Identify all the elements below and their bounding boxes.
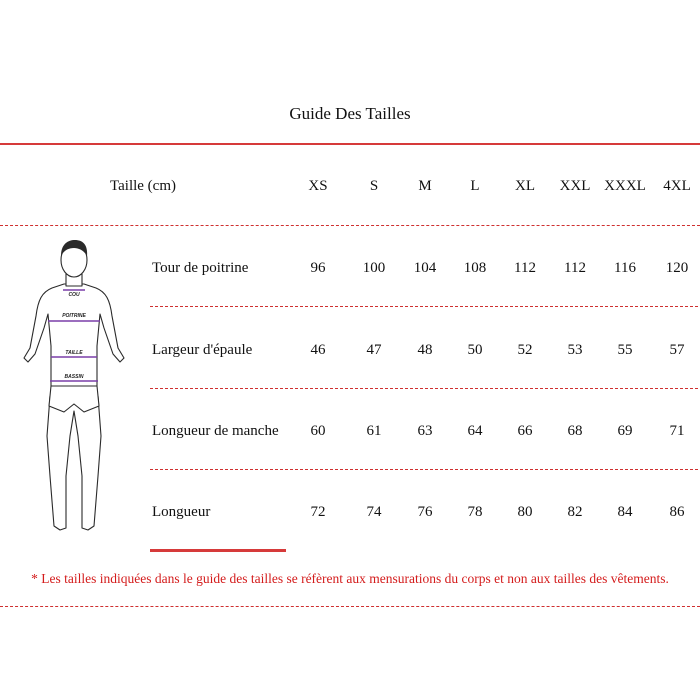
value-cell: 120 — [665, 260, 689, 276]
size-xxl: XXL — [559, 178, 591, 194]
value-cell: 48 — [417, 342, 433, 358]
body-measurement-figure — [14, 236, 134, 541]
value-cell: 78 — [467, 504, 483, 520]
neck-tag: COU — [68, 292, 80, 298]
size-xs: XS — [308, 178, 328, 194]
value-cell: 50 — [467, 342, 483, 358]
chest-tag: POITRINE — [62, 313, 86, 319]
value-cell: 116 — [614, 260, 636, 276]
value-cell: 52 — [517, 342, 533, 358]
size-xxxl: XXXL — [604, 178, 646, 194]
value-cell: 80 — [517, 504, 533, 520]
value-cell: 82 — [567, 504, 583, 520]
size-s: S — [369, 178, 379, 194]
value-cell: 66 — [517, 423, 533, 439]
value-cell: 47 — [366, 342, 382, 358]
value-cell: 100 — [362, 260, 386, 276]
row-divider — [150, 306, 698, 307]
value-cell: 76 — [417, 504, 433, 520]
value-cell: 69 — [617, 423, 633, 439]
size-4xl: 4XL — [663, 178, 691, 194]
value-cell: 68 — [567, 423, 583, 439]
hip-tag: BASSIN — [64, 374, 84, 380]
size-disclaimer-note: * Les tailles indiquées dans le guide des tailles se réfèrent aux mensurations du corps et non aux tailles des vêtements. — [31, 571, 669, 586]
value-cell: 104 — [413, 260, 437, 276]
row-label: Largeur d'épaule — [152, 342, 253, 358]
value-cell: 72 — [310, 504, 326, 520]
value-cell: 64 — [467, 423, 483, 439]
value-cell: 112 — [514, 260, 536, 276]
row-divider — [150, 469, 698, 470]
value-cell: 61 — [366, 423, 382, 439]
value-cell: 71 — [669, 423, 685, 439]
footer-accent-bar — [150, 549, 286, 552]
row-label: Longueur de manche — [152, 423, 279, 439]
value-cell: 86 — [669, 504, 685, 520]
row-label: Longueur — [152, 504, 211, 520]
waist-tag: TAILLE — [65, 350, 83, 356]
top-divider — [0, 143, 700, 145]
bottom-divider — [0, 606, 700, 607]
size-xl: XL — [515, 178, 535, 194]
header-divider — [0, 225, 700, 226]
value-cell: 96 — [310, 260, 326, 276]
value-cell: 74 — [366, 504, 382, 520]
value-cell: 46 — [310, 342, 326, 358]
row-divider — [150, 388, 698, 389]
value-cell: 63 — [417, 423, 433, 439]
value-cell: 53 — [567, 342, 583, 358]
value-cell: 57 — [669, 342, 685, 358]
size-header-label: Taille (cm) — [110, 178, 176, 194]
value-cell: 60 — [310, 423, 326, 439]
row-label: Tour de poitrine — [152, 260, 249, 276]
size-l: L — [470, 178, 480, 194]
value-cell: 55 — [617, 342, 633, 358]
page-title: Guide Des Tailles — [289, 104, 411, 123]
value-cell: 84 — [617, 504, 633, 520]
value-cell: 108 — [463, 260, 487, 276]
header-row — [0, 174, 700, 198]
size-m: M — [418, 178, 432, 194]
value-cell: 112 — [564, 260, 586, 276]
